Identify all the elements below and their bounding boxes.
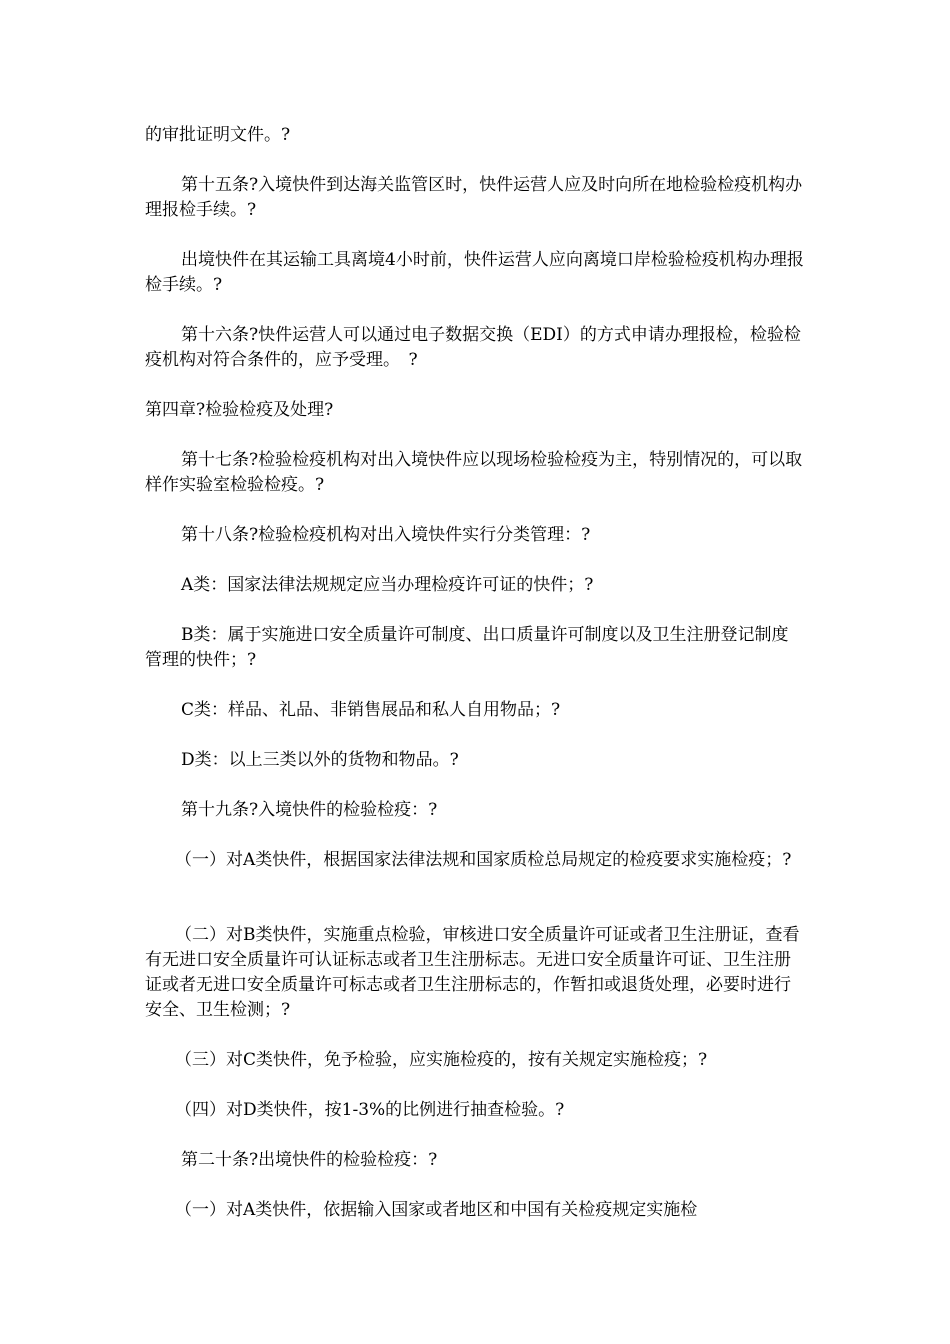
paragraph-class-b: B类：属于实施进口安全质量许可制度、出口质量许可制度以及卫生注册登记制度管理的快件；?: [145, 625, 789, 670]
paragraph-article-20: 第二十条?出境快件的检验检疫：?: [181, 1150, 438, 1170]
paragraph-article-19: 第十九条?入境快件的检验检疫：?: [181, 800, 438, 820]
paragraph-item-2-inbound: （二）对B类快件，实施重点检验，审核进口安全质量许可证或者卫生注册证，查看有无进口安全质量许可认证标志或者卫生注册标志。无进口安全质量许可证、卫生注册证或者无进口安全质量许可标志或者卫生注册标志的，作暂扣或退货处理，必要时进行安全、卫生检测；?: [145, 925, 800, 1020]
paragraph-outbound-inspection: 出境快件在其运输工具离境4小时前，快件运营人应向离境口岸检验检疫机构办理报检手续。?: [145, 250, 804, 295]
paragraph-item-1-outbound: （一）对A类快件，依据输入国家或者地区和中国有关检疫规定实施检: [175, 1200, 698, 1220]
chapter-4-heading: 第四章?检验检疫及处理?: [145, 400, 334, 420]
paragraph-class-d: D类：以上三类以外的货物和物品。?: [181, 750, 459, 770]
paragraph-class-a: A类：国家法律法规规定应当办理检疫许可证的快件；?: [181, 575, 594, 595]
paragraph-article-15: 第十五条?入境快件到达海关监管区时，快件运营人应及时向所在地检验检疫机构办理报检手续。?: [145, 175, 803, 220]
paragraph-class-c: C类：样品、礼品、非销售展品和私人自用物品；?: [181, 700, 561, 720]
paragraph-item-4-inbound: （四）对D类快件，按1-3%的比例进行抽查检验。?: [175, 1100, 565, 1120]
paragraph-approval-docs: 的审批证明文件。?: [145, 125, 291, 145]
paragraph-article-17: 第十七条?检验检疫机构对出入境快件应以现场检验检疫为主，特别情况的，可以取样作实验室检验检疫。?: [145, 450, 803, 495]
paragraph-article-18: 第十八条?检验检疫机构对出入境快件实行分类管理：?: [181, 525, 591, 545]
paragraph-item-1-inbound: （一）对A类快件，根据国家法律法规和国家质检总局规定的检疫要求实施检疫；?: [175, 850, 792, 870]
paragraph-article-16: 第十六条?快件运营人可以通过电子数据交换（EDI）的方式申请办理报检，检验检疫机构对符合条件的，应予受理。 ?: [145, 325, 801, 370]
paragraph-item-3-inbound: （三）对C类快件，免予检验，应实施检疫的，按有关规定实施检疫；?: [175, 1050, 708, 1070]
